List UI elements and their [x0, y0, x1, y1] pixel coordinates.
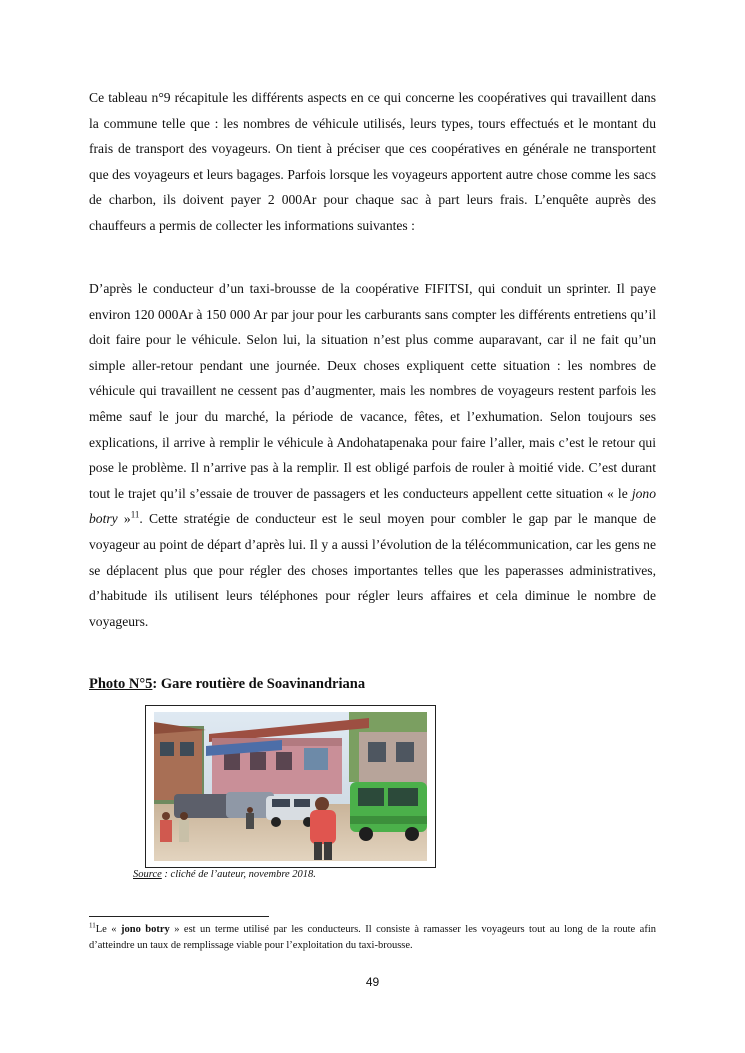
footnote-prefix: Le «: [95, 924, 121, 935]
page-number: 49: [365, 975, 380, 989]
paragraph-2-text: D’après le conducteur d’un taxi-brousse de la coopérative FIFITSI, qui conduit un sprinter. Il paye environ 120 000Ar à 150 000 Ar par jour pour les carburants sans compter les différents entretiens qu’il doit faire pour le véhicule. Selon lui, la situation n’est plus comme auparavant, car il ne fait qu’un simple aller-retour pendant une journée. Deux choses expliquent cette situation : les nombres de véhicule qui travaillent ne cessent pas d’augmenter, mais les nombres de voyageurs restent parfois les même sauf le jour du marché, la période de vacance, fêtes, et l’exhumation. Selon toujours ses explications, il arrive à remplir le véhicule à Andohatapenaka pour faire l’aller, mais c’est le retour qui pose le problème. Il n’arrive pas à la remplir. Il est obligé parfois de rouler à moitié vide. C’est durant tout le trajet qu’il s’essaie de trouver de passagers et les conducteurs appellent cette situation « le: [89, 281, 656, 501]
paragraph-1-text: Ce tableau n°9 récapitule les différents aspects en ce qui concerne les coopératives qui travaillent dans la commune telle que : les nombres de véhicule utilisés, leurs types, tours effectués et le montant du frais de transport des voyageurs. On tient à préciser que ces coopératives en générale ne transportent que des voyageurs et leurs bagages. Parfois lorsque les voyageurs apportent autre chose comme les sacs de charbon, ils doivent payer 2 000Ar pour chaque sac à part leurs frais. L’enquête auprès des chauffeurs a permis de collecter les informations suivantes :: [89, 90, 656, 233]
body-paragraph-1: [89, 85, 656, 239]
photo-caption-title: [89, 676, 365, 693]
paragraph-2-text-end: . Cette stratégie de conducteur est le seul moyen pour combler le gap par le manque de voyageur au point de départ d’après lui. Il y a aussi l’évolution de la télécommunication, car les gens ne se déplacent plus que pour régler des choses importantes telles que les paperasses administratives, d’habitude ils utilisent leurs téléphones pour régler leurs affaires et cela diminue le nombre de voyageurs.: [89, 511, 656, 629]
footnote-reference-link[interactable]: 11: [130, 509, 140, 520]
term-jono-botry: jono botry: [89, 485, 656, 527]
footnote-divider: [89, 916, 269, 917]
footnote-text: » est un terme utilisé par les conducteurs. Il consiste à ramasser les voyageurs tout au long de la route afin d’atteindre un taux de remplissage viable pour l’exploitation du taxi-brousse.: [89, 924, 656, 951]
footnote-term: jono botry: [120, 924, 170, 935]
body-paragraph-2: [89, 276, 656, 634]
bus-station-photo: [154, 712, 427, 861]
photo-frame: [145, 705, 436, 868]
footnote-11: [89, 922, 656, 954]
source-label: Source: [133, 869, 162, 880]
source-text: : cliché de l’auteur, novembre 2018.: [161, 869, 316, 880]
photo-source: [133, 869, 316, 880]
photo-label: Photo N°5: [89, 676, 153, 692]
paragraph-2-quote-close: »: [117, 511, 131, 527]
photo-title: : Gare routière de Soavinandriana: [152, 676, 366, 692]
footnote-number: 11: [89, 921, 96, 930]
